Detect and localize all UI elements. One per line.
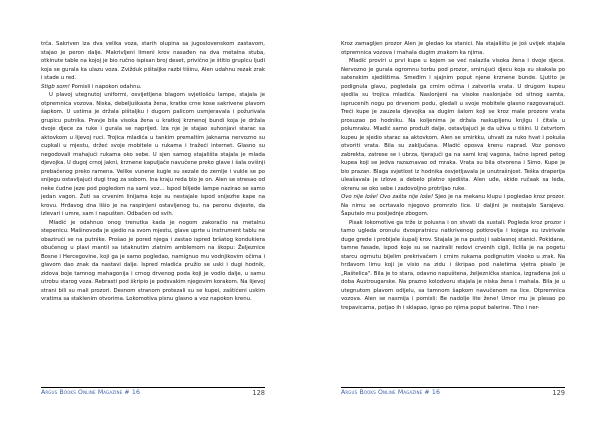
page-footer — [341, 387, 565, 398]
page-number: 128 — [252, 389, 265, 397]
paragraph-text: Sjeo je na mekanu klupu i pogledao kroz prozor. Na nimu se ocrtavalo njegovo promrzlo lice. U daljini je nestajalo Sarajevo. Šaputalo mu posljednje zbogom. — [341, 194, 565, 218]
paragraph: Mladić proviri u prvi kupe u kojem se već nalazila visoka žena i dvoje djece. Nervozno je gurala ogromnu torbu pod prozor, smirujući djecu koja su skakala po satenskim sjedištima. Smeđim i sjajnim poput njene krznene bunde. Ljutito je podignula glavu, pogledala ga crnim očima i zatvorila vrata. U drugom kupeu sjedila su trojica mladića. Naslonjeni na visoke naslonjače od sitnog samta, isprucenih nogu po drvenom podu, gledali u svoje mobitele glasno razgovarajući. Treći kupe je zauzela djevojka sa dugim šalom koji se kroz male prozore vrata prosuzao po hodniku. Na koljenima je držala raskupljenu knjigu i čitala u polumraku. Mladić samo produži dalje, ostavljajući je da uživa u tišini. U četvrtom kupeu je sjedio starac sa aktovkom. Alen se smirkku, uhvati za ruko hvat i pokuša otvoriti vrata. Bila su zaključana. Mladić oposva krenu naprad. Voz ponovo zabrekta, zatrese se i ubrza, tjerajući ga na sami kraj vagona, tačno ispred petog kupea koji se jedva razaznavao od mraka. Vrata su bila otvorena i Simo. Kupe je bio prazan. Blaga svjetlost iz hodnika osvjetljavala je unutrašnjost. Teška draperija uleašavala je izlove a debelo platno sjedišta. Alen uđe, skide ručaak sa leđa, okrenu se oko sebe i zadovoljno protrljao ruke. — [341, 58, 565, 192]
italic-phrase: Ovo nije loše! Ovo zašta nije loše! — [341, 194, 434, 201]
page-footer — [41, 387, 265, 398]
paragraph — [341, 193, 565, 219]
magazine-title: Argus Books Online Magazine # 16 — [341, 389, 441, 396]
paragraph — [41, 83, 265, 92]
paragraph: Pisak lokomotive ga trže iz polusna i on shvati da sustali. Pogleda kroz prozor i tamo ugleda oronulu dvospratnicu natkrivenog potkrovlja i kojega su izvirivale duge grede i probijale šupalj krov. Stajala je na pustoj i sablasnoj stanici. Pokidane, tamne fasade, ispod koje su se naziralii redovi crvenih cigli, liclila je na pogetu starcu ogrnutu bijelim prekrivačem i crnim rukama podignutim visoko u zrak. Na hrđavom limu koji je visio na zidu i škripao pod naletima vjetra pisalo je „Raštelica". Bila je to stara, odavno napuštena, željeznička stanica, izgrađena još u doba Austrougarske. Na prazno kolodvoru stajala je niska žena i mahala. Bila je u utegnutom plavom odijelu, sa tamnom šapkom navučenom na lice. Otpremnica vozova. Alen se nasmija i pomisli: Be nadolje lite žene! Umor mu je plesao po trepavicama, potjao ih i sklapao, igrao po njima poput balerine. Tiho i ner- — [341, 219, 565, 311]
paragraph: trča. Sakriven iza dva velika voza, starih olupina sa jugoslovenskom zastavom, stajao je peron dalje. Makrivljeni limeni krov nasađen na dva metalna stuba, otkinute table na kojoj je bio ručno ispisan broj deset, privično je štitio gruplcu ljudi koja se gurala ka ulazu voza. Zvižduk pištaljke razbi tišinu, Alen udahnu rezak zrak i stade u red. — [41, 41, 265, 82]
italic-phrase: Stigb som! — [41, 83, 70, 90]
right-page — [300, 0, 600, 424]
paragraph: U plavoj utegnutoj uniformi, osvijetljena blagom svjetlošću lampe, stajala je otpremnica vozova. Niska, debeljuškasta žena, kratke crne kose sakrivene plavom šapkom. U ustima je držala pištaljku i dugom palicom usmjeravala i požurivala grupicu putnika. Pravje bila visoka žena u kratkoj krznenoj bundi koja je držala dvoje djece za ruke i gurala se naprijed. Iza nje je stajao suhonjavi starac sa aktovkom u lijevoj ruci. Trojica mladića u tankim premaltim jaknama nervozno su cupkali u mjestu, držeć svoje mobitele u rukama i tražeći internet. Glasno su negodovali mahajući rukama oko sebe. U sjen samog stajališta stajala je mlada djevojka. U dugoj crnoj jakni, krznene kapuljače navučene preko glave i šala ovišnji prebačenog preko ramena. Velike vunene kugle su sezale do zemlje i vukle se po snijegu ostavljajući dugi trag za sobom. Ina kraju reda bio je on. Alen se stresao od neke čudne jeze pod pogledom na sami voz... Ispod blijede lampe nazirao se samo jedan vagon. Žuti sa crvenim linijama koje su nestajale ispod snijezhe kape na krovu. Hrđavog dna lišio je na raspinjeni ostavljenog tu, na peronu dvjeste, da izlevari i umre, sam i napušten. Odbačen od svih. — [41, 92, 265, 218]
paragraph: Mladić je odahnuo onog trenutka kada je nogom zakoračio na metalnu stepenicu. Mašinovođa je sjedio na svom mjestu, glave uprte u instrument tablu ne obazirući se na putnike. Prošao je pored njega i zastao ispred bršatog kondukiera obučenog u plavi mantil sa istaknutim zlatnim amblemom na škopu: Željeznice Bosne i Hercegovine, koji ga je samo pogledao, namignuo mu vodnjikovim očima i glavom dao znak da nastavi dalje. Ispred mladića pružio se uski i dugi hodnik, zidova boje tamnog mahagonija i crnog drvenog poda koji je vodio dalje, u samu utrobu starog voza. Rebrasti pod škripio je podsvakim njegovim korakom. Na lijevoj strani bili su mali prozori. Desnom stranom protezali su se kupei, zaštićeni uskim vratima sa staklenim otvorima. Lokomotiva pisnu glasno a voz napokon krenu. — [41, 219, 265, 303]
paragraph: Kroz zamagljen prozor Alen je gledao ka stanici. Na stajalištu je još uvijek stajala otpremnica vozova i mahala dugim znakom ka njima. — [341, 41, 565, 56]
magazine-title: Argus Books Online Magazine # 16 — [41, 389, 141, 396]
paragraph-text: Pomisli i napokon odahnu. — [69, 83, 142, 90]
page-number: 129 — [552, 389, 565, 397]
right-text-column — [341, 40, 565, 385]
left-text-column — [41, 40, 265, 385]
